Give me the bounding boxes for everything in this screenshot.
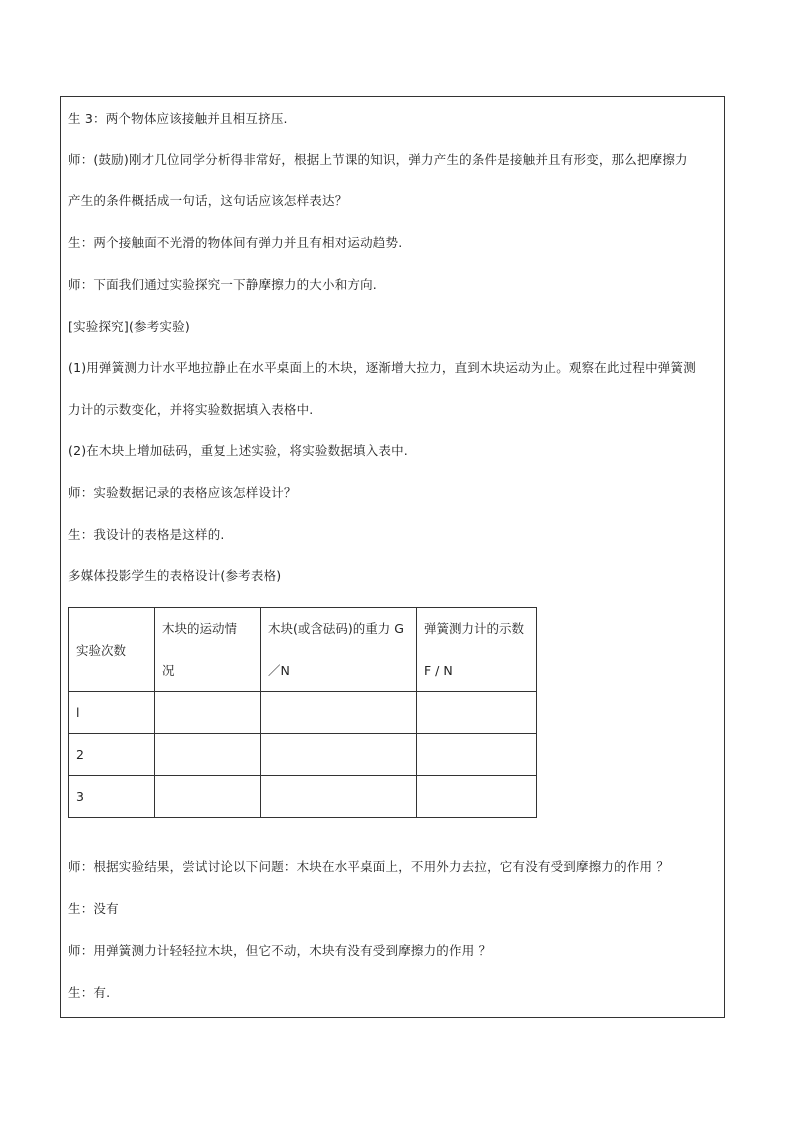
row-index-cell: l [69,692,155,734]
header-spring-reading: 弹簧测力计的示数 F / N [417,608,537,692]
text-line: 多媒体投影学生的表格设计(参考表格) [68,568,282,583]
table-cell [261,734,417,776]
text-line: 生：两个接触面不光滑的物体间有弹力并且有相对运动趋势. [68,235,403,250]
text-line: 生：没有 [68,901,119,916]
table-cell [261,776,417,818]
text-line: 师：(鼓励)刚才几位同学分析得非常好，根据上节课的知识，弹力产生的条件是接触并且有形变，那么把摩擦力 [68,152,688,167]
table-cell [155,776,261,818]
row-index-cell: 2 [69,734,155,776]
text-line: 师：用弹簧测力计轻轻拉木块，但它不动，木块有没有受到摩擦力的作用 ？ [68,943,492,958]
table-row [69,734,537,776]
table-cell [261,692,417,734]
text-line: 师：实验数据记录的表格应该怎样设计？ [68,485,297,500]
text-line: 产生的条件概括成一句话，这句话应该怎样表达？ [68,193,348,208]
text-line: 力计的示数变化，并将实验数据填入表格中. [68,402,314,417]
table-row [69,692,537,734]
table-cell [417,734,537,776]
table-cell [417,776,537,818]
text-line: 师：根据实验结果，尝试讨论以下问题：木块在水平桌面上，不用外力去拉，它有没有受到摩擦力的作用 ？ [68,859,670,874]
content-frame [60,96,725,1018]
text-line: (1)用弹簧测力计水平地拉静止在水平桌面上的木块，逐渐增大拉力，直到木块运动为止。观察在此过程中弹簧测 [68,360,696,375]
table-cell [155,734,261,776]
table-cell [417,692,537,734]
header-weight: 木块(或含砝码)的重力 G ／N [261,608,417,692]
text-line: 生：我设计的表格是这样的. [68,527,225,542]
header-trial-count: 实验次数 [69,608,155,692]
table-cell [155,692,261,734]
table-row [69,776,537,818]
row-index-cell: 3 [69,776,155,818]
data-table [68,607,537,818]
text-line: (2)在木块上增加砝码，重复上述实验，将实验数据填入表中. [68,443,408,458]
table-header-row [69,608,537,692]
text-line: [实验探究](参考实验) [68,319,190,334]
text-line: 生：有. [68,985,111,1000]
header-motion-state: 木块的运动情 况 [155,608,261,692]
text-line: 师：下面我们通过实验探究一下静摩擦力的大小和方向. [68,277,377,292]
text-line: 生 3：两个物体应该接触并且相互挤压. [68,111,288,126]
